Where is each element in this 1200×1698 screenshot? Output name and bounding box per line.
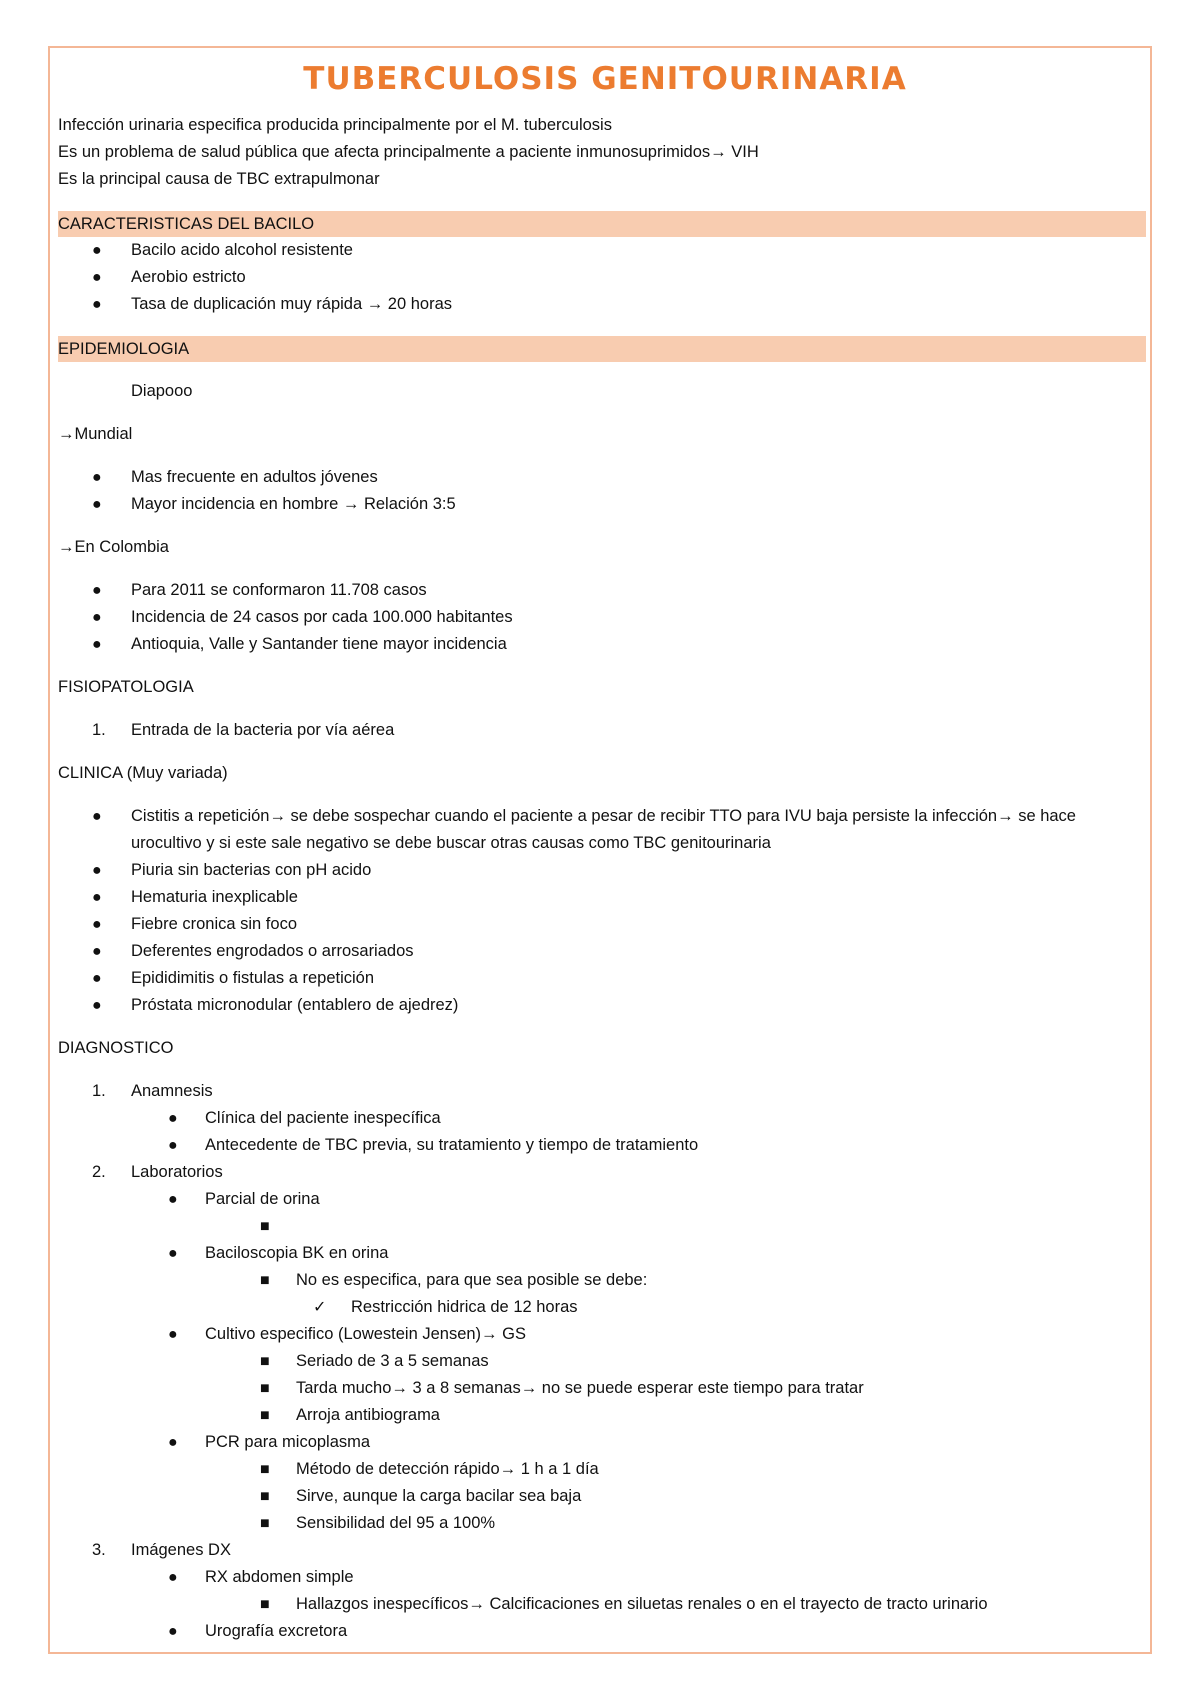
list-item: ● Cultivo especifico (Lowestein Jensen)→ GS <box>58 1321 1152 1348</box>
intro-line: Es un problema de salud pública que afecta principalmente a paciente inmunosuprimidos→ VIH <box>58 143 759 161</box>
list-item: ● Mas frecuente en adultos jóvenes <box>58 464 1152 491</box>
list-item: ● Mayor incidencia en hombre → Relación 3:5 <box>58 491 1152 518</box>
list-item: ● Incidencia de 24 casos por cada 100.000 habitantes <box>58 604 1152 631</box>
bullet-icon: ● <box>92 609 102 626</box>
intro-line: Es la principal causa de TBC extrapulmonar <box>58 170 380 188</box>
bullet-icon: ● <box>92 469 102 486</box>
check-icon: ✓ <box>313 1299 327 1316</box>
subheading-mundial: →Mundial <box>58 425 133 443</box>
bacilo-list <box>58 237 1152 318</box>
square-bullet-icon: ■ <box>260 1353 270 1370</box>
list-number: 1. <box>92 721 106 739</box>
list-item: ■ Sensibilidad del 95 a 100% <box>58 1510 1152 1537</box>
bullet-icon: ● <box>92 970 102 987</box>
list-item: ■ Hallazgos inespecíficos→ Calcificaciones en siluetas renales o en el trayecto de tracto urinario <box>58 1591 1152 1618</box>
bullet-icon: ● <box>168 1434 178 1451</box>
list-item: ● Para 2011 se conformaron 11.708 casos <box>58 577 1152 604</box>
intro-block <box>58 112 1152 193</box>
bullet-icon: ● <box>92 862 102 879</box>
list-item: ● Cistitis a repetición→ se debe sospechar cuando el paciente a pesar de recibir TTO para IVU baja persiste la infección→ se hace urocultivo y si este sale negativo se debe buscar otras causas como TBC genitourinaria <box>58 803 1131 857</box>
bullet-icon: ● <box>168 1245 178 1262</box>
bullet-icon: ● <box>92 889 102 906</box>
section-heading-clinica: CLINICA (Muy variada) <box>58 764 228 782</box>
mundial-list <box>58 464 1152 518</box>
bullet-icon: ● <box>92 496 102 513</box>
list-item <box>58 1213 1152 1240</box>
square-bullet-icon: ■ <box>260 1461 270 1478</box>
document-title: TUBERCULOSIS GENITOURINARIA <box>303 61 907 97</box>
bullet-icon: ● <box>92 808 102 825</box>
list-item: ● Deferentes engrodados o arrosariados <box>58 938 1152 965</box>
square-bullet-icon: ■ <box>260 1488 270 1505</box>
subheading-colombia: →En Colombia <box>58 538 169 556</box>
list-item: ● PCR para micoplasma <box>58 1429 1152 1456</box>
clinica-list <box>58 803 1152 1019</box>
square-bullet-icon: ■ <box>260 1596 270 1613</box>
list-item: ● Aerobio estricto <box>58 264 1152 291</box>
list-item-laboratorios: 2. Laboratorios <box>58 1159 1152 1186</box>
bullet-icon: ● <box>92 296 102 313</box>
list-item: ■ Método de detección rápido→ 1 h a 1 día <box>58 1456 1152 1483</box>
bullet-icon: ● <box>168 1110 178 1127</box>
bullet-icon: ● <box>92 997 102 1014</box>
list-item: ● Bacilo acido alcohol resistente <box>58 237 1152 264</box>
list-number: 1. <box>92 1082 106 1100</box>
list-number: 3. <box>92 1541 106 1559</box>
list-item: ● Tasa de duplicación muy rápida → 20 horas <box>58 291 1152 318</box>
section-heading-bacilo: CARACTERISTICAS DEL BACILO <box>58 211 1146 237</box>
section-heading-diagnostico: DIAGNOSTICO <box>58 1039 174 1057</box>
list-item: ● RX abdomen simple <box>58 1564 1152 1591</box>
list-item: ● Antioquia, Valle y Santander tiene mayor incidencia <box>58 631 1152 658</box>
bullet-icon: ● <box>92 269 102 286</box>
list-item-anamnesis: 1. Anamnesis <box>58 1078 1152 1105</box>
bullet-icon: ● <box>92 636 102 653</box>
section-heading-fisiopatologia: FISIOPATOLOGIA <box>58 678 194 696</box>
list-item: ● Hematuria inexplicable <box>58 884 1152 911</box>
list-number: 2. <box>92 1163 106 1181</box>
list-item: ● Parcial de orina <box>58 1186 1152 1213</box>
list-item: ✓ Restricción hidrica de 12 horas <box>58 1294 1152 1321</box>
list-item: ■ Sirve, aunque la carga bacilar sea baja <box>58 1483 1152 1510</box>
square-bullet-icon: ■ <box>260 1407 270 1424</box>
colombia-list <box>58 577 1152 658</box>
square-bullet-icon: ■ <box>260 1218 270 1235</box>
list-item: ■ Arroja antibiograma <box>58 1402 1152 1429</box>
list-item: ● Próstata micronodular (entablero de ajedrez) <box>58 992 1152 1019</box>
bullet-icon: ● <box>168 1623 178 1640</box>
bullet-icon: ● <box>92 582 102 599</box>
bullet-icon: ● <box>168 1191 178 1208</box>
bullet-icon: ● <box>92 242 102 259</box>
list-item: ● Epididimitis o fistulas a repetición <box>58 965 1152 992</box>
list-item: ● Urografía excretora <box>58 1618 1152 1645</box>
square-bullet-icon: ■ <box>260 1380 270 1397</box>
list-item: ■ Tarda mucho→ 3 a 8 semanas→ no se puede esperar este tiempo para tratar <box>58 1375 1152 1402</box>
list-item: ● Clínica del paciente inespecífica <box>58 1105 1152 1132</box>
bullet-icon: ● <box>168 1137 178 1154</box>
list-item: ■ No es especifica, para que sea posible se debe: <box>58 1267 1152 1294</box>
list-item: ● Piuria sin bacterias con pH acido <box>58 857 1152 884</box>
list-item: ■ Seriado de 3 a 5 semanas <box>58 1348 1152 1375</box>
square-bullet-icon: ■ <box>260 1272 270 1289</box>
document-body <box>58 56 1152 1645</box>
bullet-icon: ● <box>92 943 102 960</box>
bullet-icon: ● <box>92 916 102 933</box>
list-item: 1. Entrada de la bacteria por vía aérea <box>58 717 1152 744</box>
list-item-imagenes: 3. Imágenes DX <box>58 1537 1152 1564</box>
section-heading-epidemiologia: EPIDEMIOLOGIA <box>58 336 1146 362</box>
bullet-icon: ● <box>168 1569 178 1586</box>
list-item: ● Antecedente de TBC previa, su tratamiento y tiempo de tratamiento <box>58 1132 1152 1159</box>
square-bullet-icon: ■ <box>260 1515 270 1532</box>
bullet-icon: ● <box>168 1326 178 1343</box>
epidemiologia-note: Diapooo <box>131 382 193 400</box>
list-item: ● Fiebre cronica sin foco <box>58 911 1152 938</box>
intro-line: Infección urinaria especifica producida principalmente por el M. tuberculosis <box>58 116 612 134</box>
list-item: ● Baciloscopia BK en orina <box>58 1240 1152 1267</box>
